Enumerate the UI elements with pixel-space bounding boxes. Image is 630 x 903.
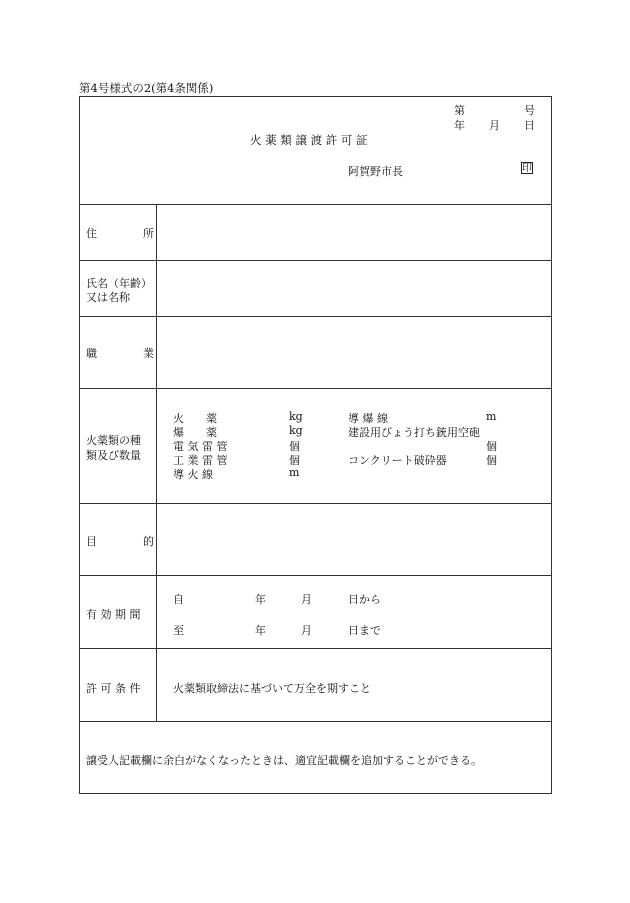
period-from-year: 年	[255, 593, 266, 606]
explosive-item-name: 電 気 雷 管	[173, 440, 228, 453]
explosive-item-unit: kg	[289, 410, 303, 423]
number-suffix: 号	[524, 104, 535, 117]
period-to-suffix: 日まで	[348, 624, 381, 637]
explosive-item-name: 導 火 線	[173, 468, 213, 481]
separator	[80, 260, 551, 261]
document-title: 火 薬 類 譲 渡 許 可 証	[250, 133, 368, 147]
explosive-item-name: 爆 薬	[173, 426, 217, 439]
explosive-item-unit: kg	[289, 424, 303, 437]
date-day: 日	[524, 119, 535, 132]
name-label-line1: 氏名（年齢）	[86, 277, 152, 290]
permit-form-table	[79, 96, 552, 794]
explosive-item-unit: m	[486, 410, 497, 423]
purpose-label-a: 目	[86, 535, 97, 548]
explosive-item-name: 工 業 雷 管	[173, 454, 228, 467]
period-from-month: 月	[301, 593, 312, 606]
date-month: 月	[489, 119, 500, 132]
occupation-label-b: 業	[143, 347, 154, 360]
period-to-year: 年	[255, 624, 266, 637]
period-to-month: 月	[301, 624, 312, 637]
separator	[80, 503, 551, 504]
occupation-label-a: 職	[86, 347, 97, 360]
address-label-b: 所	[143, 227, 154, 240]
issuer-name: 阿賀野市長	[348, 165, 403, 178]
footer-note: 譲受人記載欄に余白がなくなったときは、適宜記載欄を追加することができる。	[86, 754, 482, 767]
purpose-label-b: 的	[143, 535, 154, 548]
separator	[80, 648, 551, 649]
date-year: 年	[454, 119, 465, 132]
period-from-prefix: 自	[173, 593, 184, 606]
explosive-item-name: 火 薬	[173, 412, 217, 425]
conditions-label: 許 可 条 件	[86, 682, 141, 695]
column-divider	[156, 204, 157, 721]
name-label-line2: 又は名称	[86, 291, 130, 304]
seal-mark: 印	[522, 163, 532, 174]
conditions-text: 火薬類取締法に基づいて万全を期すこと	[173, 682, 371, 695]
explosive-item-unit: m	[289, 466, 300, 479]
separator	[80, 204, 551, 205]
separator	[80, 721, 551, 722]
period-to-prefix: 至	[173, 624, 184, 637]
form-number-label: 第4号様式の2(第4条関係)	[79, 81, 214, 95]
separator	[80, 388, 551, 389]
explosive-item-unit: 個	[486, 440, 497, 453]
explosive-item-name: コンクリート破砕器	[348, 454, 447, 467]
separator	[80, 316, 551, 317]
explosive-item-name: 建設用びょう打ち銃用空砲	[348, 426, 480, 439]
explosive-item-name: 導 爆 線	[348, 412, 388, 425]
explosive-item-unit: 個	[289, 454, 300, 467]
explosive-item-unit: 個	[289, 440, 300, 453]
period-from-suffix: 日から	[348, 593, 381, 606]
address-label-a: 住	[86, 227, 97, 240]
period-label: 有 効 期 間	[86, 608, 141, 621]
explosive-item-unit: 個	[486, 454, 497, 467]
separator	[80, 575, 551, 576]
number-prefix: 第	[454, 104, 465, 117]
explosives-label-line2: 類及び数量	[86, 449, 141, 462]
explosives-label-line1: 火薬類の種	[86, 434, 141, 447]
